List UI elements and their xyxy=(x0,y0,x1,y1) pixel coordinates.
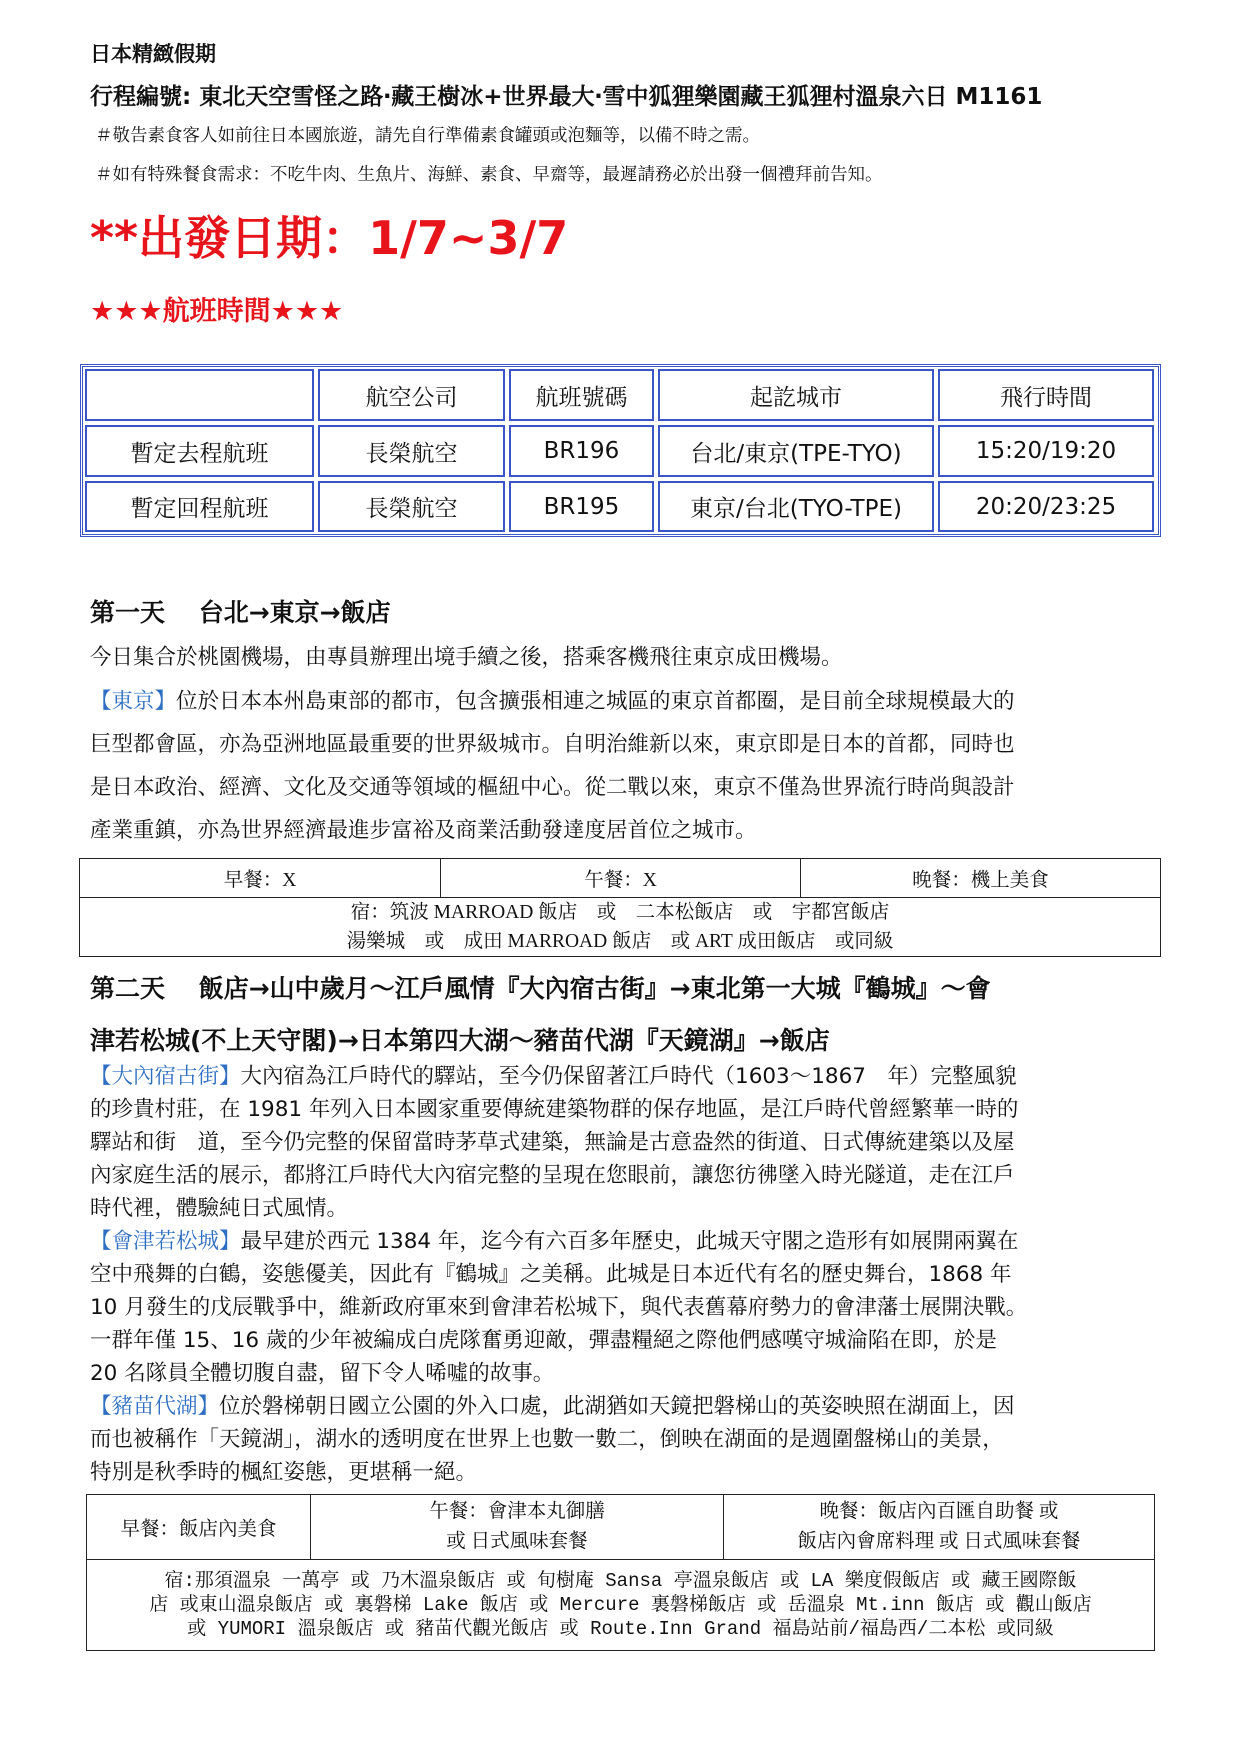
header-cell: 飛行時間 xyxy=(938,369,1154,421)
header-cell: 航空公司 xyxy=(318,369,505,421)
text-line: 是日本政治、經濟、文化及交通等領域的樞紐中心。從二戰以來，東京不僅為世界流行時尚與設計 xyxy=(90,775,1015,800)
flight-row-outbound xyxy=(83,423,1158,479)
text-line: 20 名隊員全體切腹自盡，留下令人唏噓的故事。 xyxy=(90,1361,555,1386)
hotel-line: 湯樂城 或 成田 MARROAD 飯店 或 ART 成田飯店 或同級 xyxy=(346,931,894,952)
day1-meal-table xyxy=(79,858,1161,957)
day1-intro: 今日集合於桃園機場，由專員辦理出境手續之後，搭乘客機飛往東京成田機場。 xyxy=(90,645,843,670)
vegetarian-note: ＃敬告素食客人如前往日本國旅遊，請先自行準備素食罐頭或泡麵等，以備不時之需。 xyxy=(95,126,760,146)
day2-description xyxy=(90,1060,1155,1489)
text-line: 【大內宿古街】大內宿為江戶時代的驛站，至今仍保留著江戶時代（1603～1867 年）完整風貌 xyxy=(90,1064,1017,1089)
table-cell: BR196 xyxy=(509,425,654,477)
dinner-line: 晚餐：飯店內百匯自助餐 或 xyxy=(819,1501,1059,1522)
spot-label-inawashiro: 【豬苗代湖】 xyxy=(90,1394,220,1419)
header-cell: 航班號碼 xyxy=(509,369,654,421)
hotel-line: 宿:那須溫泉 一萬亭 或 乃木溫泉飯店 或 旬樹庵 Sansa 亭溫泉飯店 或 LA 樂度假飯店 或 藏王國際飯 xyxy=(164,1570,1077,1592)
special-meal-note: ＃如有特殊餐食需求：不吃牛肉、生魚片、海鮮、素食、早齋等，最遲請務必於出發一個禮拜前告知。 xyxy=(95,165,883,185)
day1-title: 第一天 台北→東京→飯店 xyxy=(90,598,391,627)
text-line: 巨型都會區，亦為亞洲地區最重要的世界級城市。自明治維新以來，東京即是日本的首都，同時也 xyxy=(90,732,1015,757)
dinner-line: 飯店內會席料理 或 日式風味套餐 xyxy=(797,1531,1081,1552)
dinner-cell: 晚餐：機上美食 xyxy=(800,859,1160,897)
spot-label-tokyo: 【東京】 xyxy=(90,689,177,714)
text-line: 內家庭生活的展示，都將江戶時代大內宿完整的呈現在您眼前，讓您彷彿墜入時光隧道，走在江戶 xyxy=(90,1163,1015,1188)
table-cell: 長榮航空 xyxy=(318,481,505,532)
title-line: 津若松城(不上天守閣)→日本第四大湖～豬苗代湖『天鏡湖』→飯店 xyxy=(90,1026,830,1055)
header-cell: 起訖城市 xyxy=(658,369,934,421)
text-line: 一群年僅 15、16 歲的少年被編成白虎隊奮勇迎敵，彈盡糧絕之際他們感嘆守城淪陷在即，於是 xyxy=(90,1328,997,1353)
hotel-line: 宿：筑波 MARROAD 飯店 或 二本松飯店 或 宇都宮飯店 xyxy=(350,902,890,923)
text-line: 產業重鎮，亦為世界經濟最進步富裕及商業活動發達度居首位之城市。 xyxy=(90,818,757,843)
text-line: 【東京】位於日本本州島東部的都市，包含擴張相連之城區的東京首都圈，是目前全球規模最大的 xyxy=(90,689,1015,714)
day1-tokyo-description xyxy=(90,680,1155,852)
text-line: 特別是秋季時的楓紅姿態，更堪稱一絕。 xyxy=(90,1460,478,1485)
hotel-cell xyxy=(80,897,1160,956)
text-line: 【豬苗代湖】位於磐梯朝日國立公園的外入口處，此湖猶如天鏡把磐梯山的英姿映照在湖面上，因 xyxy=(90,1394,1015,1419)
spot-label-aizu: 【會津若松城】 xyxy=(90,1229,241,1254)
hotel-line: 或 YUMORI 溫泉飯店 或 豬苗代觀光飯店 或 Route.Inn Grand 福島站前/福島西/二本松 或同級 xyxy=(187,1618,1054,1640)
lunch-cell xyxy=(310,1495,723,1559)
table-cell: 暫定回程航班 xyxy=(85,481,314,532)
flight-heading: ★★★航班時間★★★ xyxy=(90,296,344,327)
tour-title xyxy=(90,78,1042,111)
title-line: 第二天 飯店→山中歲月～江戶風情『大內宿古街』→東北第一大城『鶴城』～會 xyxy=(90,974,991,1003)
hotel-line: 店 或東山溫泉飯店 或 裏磐梯 Lake 飯店 或 Mercure 裏磐梯飯店 或 岳溫泉 Mt.inn 飯店 或 觀山飯店 xyxy=(149,1594,1092,1616)
table-cell: 東京/台北(TYO-TPE) xyxy=(658,481,934,532)
text-line: 驛站和街 道，至今仍完整的保留當時茅草式建築，無論是古意盎然的街道、日式傳統建築以及屋 xyxy=(90,1130,1015,1155)
lunch-line: 午餐：會津本丸御膳 xyxy=(429,1501,605,1522)
text-line: 的珍貴村莊，在 1981 年列入日本國家重要傳統建築物群的保存地區，是江戶時代曾經繁華一時的 xyxy=(90,1097,1019,1122)
lunch-line: 或 日式風味套餐 xyxy=(446,1531,588,1552)
breakfast-cell: 早餐：X xyxy=(223,870,297,891)
brand-name: 日本精緻假期 xyxy=(90,42,216,66)
table-cell: 暫定去程航班 xyxy=(85,425,314,477)
table-cell: 長榮航空 xyxy=(318,425,505,477)
day2-meal-table xyxy=(86,1494,1155,1651)
spot-label-ouchi: 【大內宿古街】 xyxy=(90,1064,241,1089)
text-line: 時代裡，體驗純日式風情。 xyxy=(90,1196,349,1221)
flight-table-header xyxy=(83,367,1158,423)
lunch-cell: 午餐：X xyxy=(440,859,800,897)
text-line: 10 月發生的戊辰戰爭中，維新政府軍來到會津若松城下，與代表舊幕府勢力的會津藩士展開決戰。 xyxy=(90,1295,1028,1320)
text-line: 【會津若松城】最早建於西元 1384 年，迄今有六百多年歷史，此城天守閣之造形有如展開兩翼在 xyxy=(90,1229,1019,1254)
header-cell xyxy=(85,369,314,421)
tour-label: 行程編號: xyxy=(90,84,192,110)
dinner-cell xyxy=(723,1495,1154,1559)
table-cell: 20:20/23:25 xyxy=(938,481,1154,532)
departure-dates: **出發日期：1/7~3/7 xyxy=(90,211,569,265)
tour-name: 東北天空雪怪之路‧藏王樹冰+世界最大‧雪中狐狸樂園藏王狐狸村溫泉六日 M1161 xyxy=(199,84,1043,110)
day2-title xyxy=(90,963,991,1067)
hotel-cell xyxy=(87,1559,1154,1650)
breakfast-cell: 早餐：飯店內美食 xyxy=(120,1519,277,1540)
table-cell: 15:20/19:20 xyxy=(938,425,1154,477)
table-cell: BR195 xyxy=(509,481,654,532)
flight-row-return xyxy=(83,479,1158,534)
table-cell: 台北/東京(TPE-TYO) xyxy=(658,425,934,477)
text-line: 而也被稱作「天鏡湖」，湖水的透明度在世界上也數一數二，倒映在湖面的是週圍盤梯山的美景， xyxy=(90,1427,1004,1452)
text-line: 空中飛舞的白鶴，姿態優美，因此有『鶴城』之美稱。此城是日本近代有名的歷史舞台，1868 年 xyxy=(90,1262,1012,1287)
flight-table xyxy=(80,364,1161,537)
